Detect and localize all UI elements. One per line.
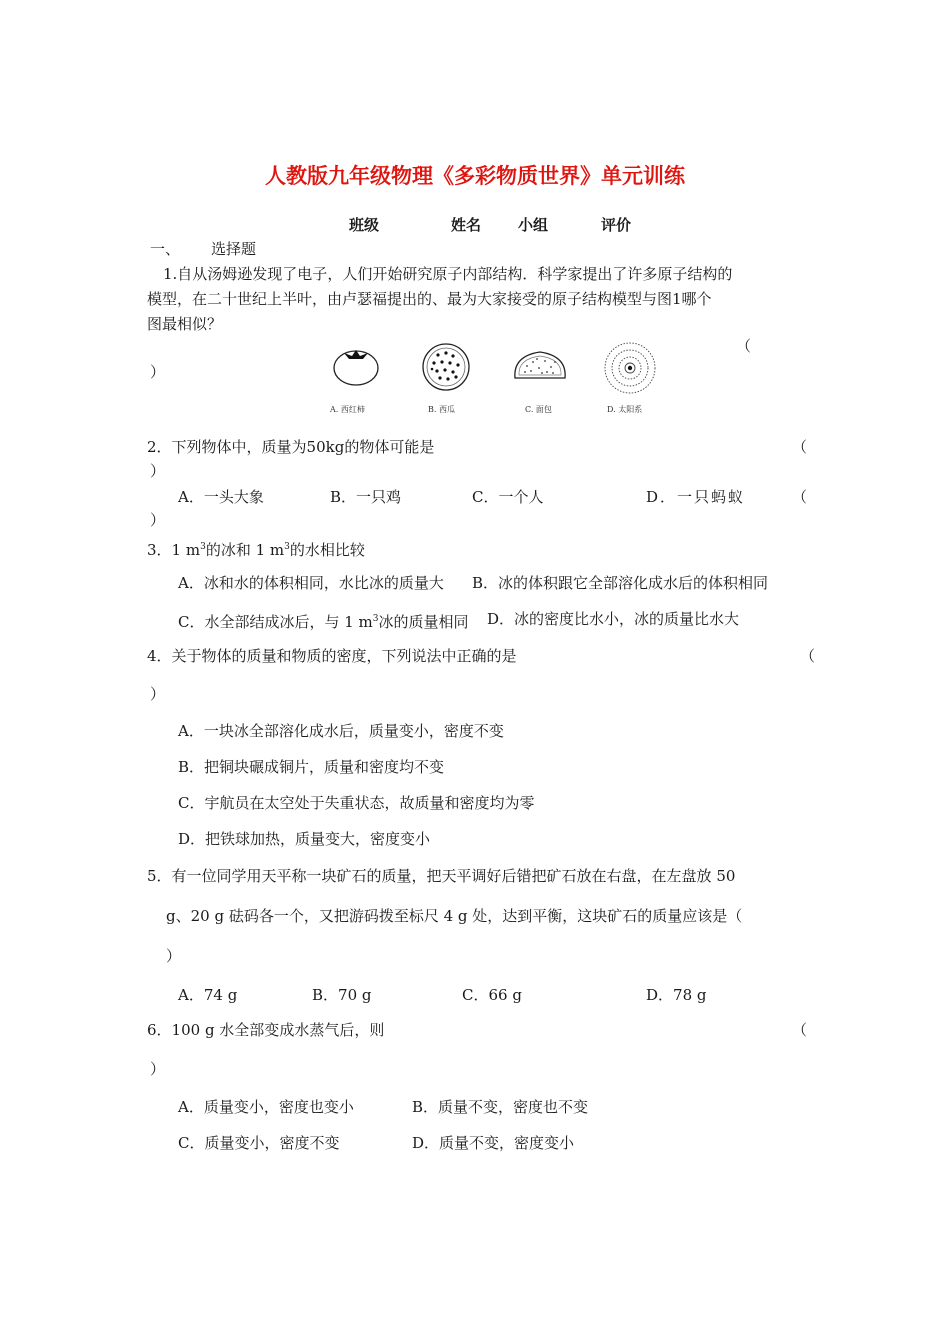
question-4-option-a: A．一块冰全部溶化成水后，质量变小，密度不变 (178, 722, 504, 740)
question-5-option-b: B．70 g (312, 986, 372, 1004)
tomato-model-icon (330, 345, 382, 387)
answer-paren-open: （ (792, 1021, 808, 1039)
page-title: 人教版九年级物理《多彩物质世界》单元训练 (265, 164, 685, 188)
answer-paren-close: ） (150, 1060, 166, 1078)
question-1-line-2: 模型，在二十世纪上半叶，由卢瑟福提出的、最为大家接受的原子结构模型与图1哪个 (147, 290, 712, 308)
question-5-option-a: A．74 g (178, 986, 238, 1004)
answer-paren-close: ） (166, 947, 182, 965)
question-2-option-b: B．一只鸡 (330, 488, 402, 506)
section-number: 一、 (150, 240, 181, 258)
answer-paren-open: （ (792, 488, 808, 506)
question-4-stem: 4．关于物体的质量和物质的密度，下列说法中正确的是 (147, 647, 517, 665)
answer-paren-open: （ (800, 647, 816, 665)
question-2-option-c: C．一个人 (472, 488, 544, 506)
question-6-option-d: D．质量不变，密度变小 (412, 1134, 575, 1152)
question-1-line-1: 1.自从汤姆逊发现了电子，人们开始研究原子内部结构．科学家提出了许多原子结构的 (163, 265, 733, 283)
answer-paren-open: （ (736, 337, 752, 355)
answer-paren-close: ） (150, 685, 166, 703)
question-4-option-c: C．宇航员在太空处于失重状态，故质量和密度均为零 (178, 794, 535, 812)
figure-caption-d: D. 太阳系 (607, 405, 643, 414)
figure-caption-c: C. 面包 (525, 405, 552, 414)
question-6-stem: 6．100 g 水全部变成水蒸气后，则 (147, 1021, 385, 1039)
evaluation-label: 评价 (601, 216, 632, 234)
question-3-stem: 3．1 $m^3$的冰和 1 $m^3$的水相比较 (147, 541, 365, 559)
question-5-option-d: D．78 g (646, 986, 707, 1004)
question-6-option-a: A．质量变小，密度也变小 (178, 1098, 354, 1116)
question-4-option-b: B．把铜块碾成铜片，质量和密度均不变 (178, 758, 445, 776)
figure-caption-a: A. 西红柿 (330, 405, 365, 414)
question-2-stem: 2．下列物体中，质量为50kg的物体可能是 (147, 438, 435, 456)
question-5-line-2: g、20 g 砝码各一个，又把游码拨至标尺 4 g 处，达到平衡，这块矿石的质量应该是（ (166, 907, 743, 925)
question-6-option-b: B．质量不变，密度也不变 (412, 1098, 589, 1116)
answer-paren-open: （ (792, 438, 808, 456)
bread-model-icon (511, 348, 569, 384)
question-5-line-1: 5．有一位同学用天平称一块矿石的质量，把天平调好后错把矿石放在右盘，在左盘放 50 (147, 867, 736, 885)
group-label: 小组 (518, 216, 549, 234)
answer-paren-close: ） (150, 462, 166, 480)
watermelon-model-icon (420, 341, 472, 393)
question-3-option-b: B．冰的体积跟它全部溶化成水后的体积相同 (472, 574, 769, 592)
question-1-line-3: 图最相似？ (147, 315, 223, 333)
name-label: 姓名 (451, 216, 482, 234)
figure-caption-b: B. 西瓜 (428, 405, 455, 414)
question-3-option-c: C．水全部结成冰后，与 1 $m^3$冰的质量相同 (178, 613, 469, 631)
question-6-option-c: C．质量变小，密度不变 (178, 1134, 340, 1152)
question-3-option-d: D．冰的密度比水小，冰的质量比水大 (487, 610, 740, 628)
question-5-option-c: C．66 g (462, 986, 522, 1004)
section-heading: 选择题 (211, 240, 257, 258)
question-2-option-d: D．一只蚂蚁 (646, 488, 746, 506)
question-4-option-d: D．把铁球加热，质量变大，密度变小 (178, 830, 431, 848)
question-3-option-a: A．冰和水的体积相同，水比冰的质量大 (178, 574, 444, 592)
answer-paren-close: ） (150, 363, 166, 381)
question-2-option-a: A．一头大象 (178, 488, 264, 506)
class-label: 班级 (349, 216, 380, 234)
answer-paren-close: ） (150, 511, 166, 529)
solar-system-model-icon (602, 340, 658, 396)
